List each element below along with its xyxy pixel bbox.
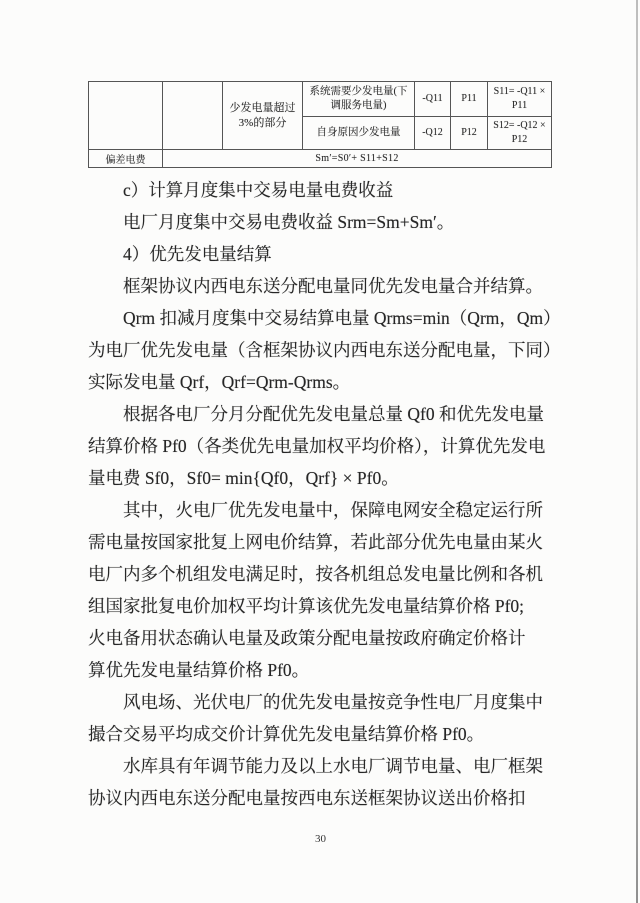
page-edge-line bbox=[636, 0, 638, 903]
text-line: 为电厂优先发电量（含框架协议内西电东送分配电量，下同） bbox=[88, 340, 561, 360]
text-line: 结算价格 Pf0（各类优先电量加权平均价格），计算优先发电 bbox=[88, 436, 546, 456]
text-line: 实际发电量 Qrf，Qrf=Qrm-Qrms。 bbox=[88, 372, 351, 392]
document-body bbox=[88, 174, 561, 814]
price-cell: P12 bbox=[451, 117, 488, 150]
empty-cell bbox=[89, 82, 163, 150]
empty-cell bbox=[163, 82, 223, 150]
text-line: 风电场、光伏电厂的优先发电量按竞争性电厂月度集中 bbox=[123, 692, 543, 712]
page-number: 30 bbox=[315, 833, 326, 845]
table-row bbox=[89, 82, 552, 117]
text-line: 根据各电厂分月分配优先发电量总量 Qf0 和优先发电量 bbox=[123, 404, 544, 424]
text-line: 其中，火电厂优先发电量中，保障电网安全稳定运行所 bbox=[123, 500, 543, 520]
shortfall-category-cell: 少发电量超过 3%的部分 bbox=[223, 82, 303, 150]
desc-cell: 自身原因少发电量 bbox=[303, 117, 415, 150]
text-line: 火电备用状态确认电量及政策分配电量按政府确定价格计 bbox=[88, 628, 526, 648]
text-line: Qrm 扣减月度集中交易结算电量 Qrms=min（Qrm，Qm） bbox=[123, 308, 561, 328]
text-line: 电厂内多个机组发电满足时，按各机组总发电量比例和各机 bbox=[88, 564, 543, 584]
formula-cell: S12= -Q12 × P12 bbox=[488, 117, 552, 150]
text-line: 量电费 Sf0，Sf0= min{Qf0，Qrf} × Pf0。 bbox=[88, 468, 399, 488]
text-line: 电厂月度集中交易电费收益 Srm=Sm+Sm′。 bbox=[123, 212, 455, 232]
desc-cell: 系统需要少发电量(下调服务电量) bbox=[303, 82, 415, 117]
quantity-cell: -Q11 bbox=[415, 82, 451, 117]
text-line: 4）优先发电量结算 bbox=[123, 244, 272, 264]
text-line: c）计算月度集中交易电量电费收益 bbox=[123, 180, 394, 200]
quantity-cell: -Q12 bbox=[415, 117, 451, 150]
text-line: 组国家批复电价加权平均计算该优先发电量结算价格 Pf0; bbox=[88, 596, 525, 616]
formula-cell: S11= -Q11 × P11 bbox=[488, 82, 552, 117]
table-row bbox=[89, 150, 552, 168]
fee-label-cell: 偏差电费 bbox=[89, 150, 163, 168]
price-cell: P11 bbox=[451, 82, 488, 117]
text-line: 算优先发电量结算价格 Pf0。 bbox=[88, 660, 310, 680]
text-line: 需电量按国家批复上网电价结算，若此部分优先电量由某火 bbox=[88, 532, 543, 552]
text-line: 撮合交易平均成交价计算优先发电量结算价格 Pf0。 bbox=[88, 724, 485, 744]
settlement-table bbox=[88, 81, 552, 168]
text-line: 协议内西电东送分配电量按西电东送框架协议送出价格扣 bbox=[88, 788, 526, 808]
text-line: 水库具有年调节能力及以上水电厂调节电量、电厂框架 bbox=[123, 756, 543, 776]
fee-formula-cell: Sm′=S0′+ S11+S12 bbox=[163, 150, 552, 168]
text-line: 框架协议内西电东送分配电量同优先发电量合并结算。 bbox=[123, 276, 543, 296]
